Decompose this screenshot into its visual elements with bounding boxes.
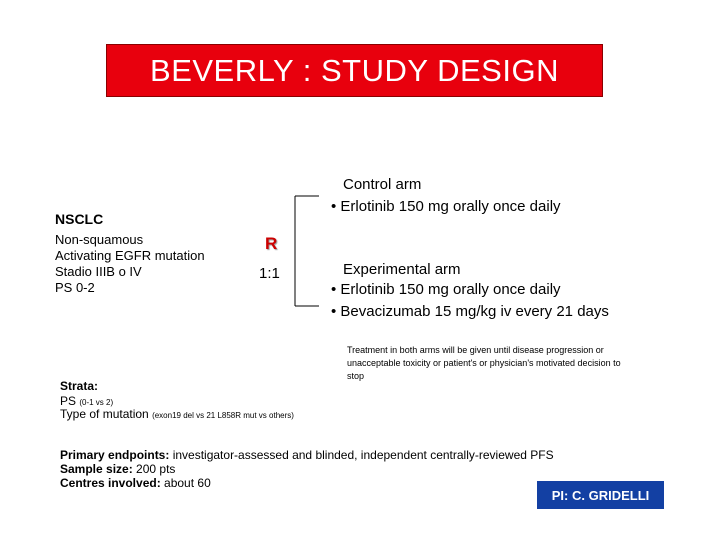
primary-endpoints-row	[60, 448, 554, 462]
strata-mutation	[60, 407, 294, 421]
centres-label: Centres involved:	[60, 476, 161, 490]
population-criteria	[55, 232, 205, 296]
randomization-label: R	[265, 234, 278, 253]
criterion-4: PS 0-2	[55, 280, 95, 295]
criterion-3: Stadio IIIB o IV	[55, 264, 142, 279]
experimental-arm-item-2: • Bevacizumab 15 mg/kg iv every 21 days	[331, 303, 609, 320]
pi-label: PI: C. GRIDELLI	[551, 487, 650, 503]
primary-endpoints-value: investigator-assessed and blinded, independent centrally-reviewed PFS	[169, 448, 554, 462]
centres-row	[60, 476, 554, 490]
control-arm-item-1: • Erlotinib 150 mg orally once daily	[331, 198, 561, 215]
strata-mutation-label: Type of mutation	[60, 407, 153, 421]
sample-size-row	[60, 462, 554, 476]
primary-endpoints-label: Primary endpoints:	[60, 448, 170, 462]
control-arm-title: Control arm	[343, 176, 422, 193]
population-heading: NSCLC	[55, 211, 104, 227]
treatment-note	[347, 344, 621, 383]
sample-size-value: 200 pts	[132, 462, 176, 476]
experimental-arm-title: Experimental arm	[343, 261, 461, 278]
strata-ps-detail: (0-1 vs 2)	[79, 398, 114, 407]
randomization-ratio: 1:1	[259, 265, 280, 282]
criterion-2: Activating EGFR mutation	[55, 248, 205, 263]
criterion-1: Non-squamous	[55, 232, 144, 247]
strata-mutation-detail: (exon19 del vs 21 L858R mut vs others)	[152, 411, 294, 420]
slide-title: BEVERLY : STUDY DESIGN	[150, 52, 559, 88]
endpoints-block	[60, 448, 554, 490]
experimental-arm-item-1: • Erlotinib 150 mg orally once daily	[331, 281, 561, 298]
treatment-note-line-3: stop	[347, 371, 365, 381]
strata-ps	[60, 394, 113, 408]
treatment-note-line-2: unacceptable toxicity or patient's or physician's motivated decision to	[347, 358, 621, 368]
strata-heading: Strata:	[60, 379, 99, 393]
centres-value: about 60	[160, 476, 211, 490]
treatment-note-line-1: Treatment in both arms will be given until disease progression or	[347, 345, 604, 355]
sample-size-label: Sample size:	[60, 462, 133, 476]
strata-ps-label: PS	[60, 394, 80, 408]
pi-badge	[537, 481, 664, 509]
